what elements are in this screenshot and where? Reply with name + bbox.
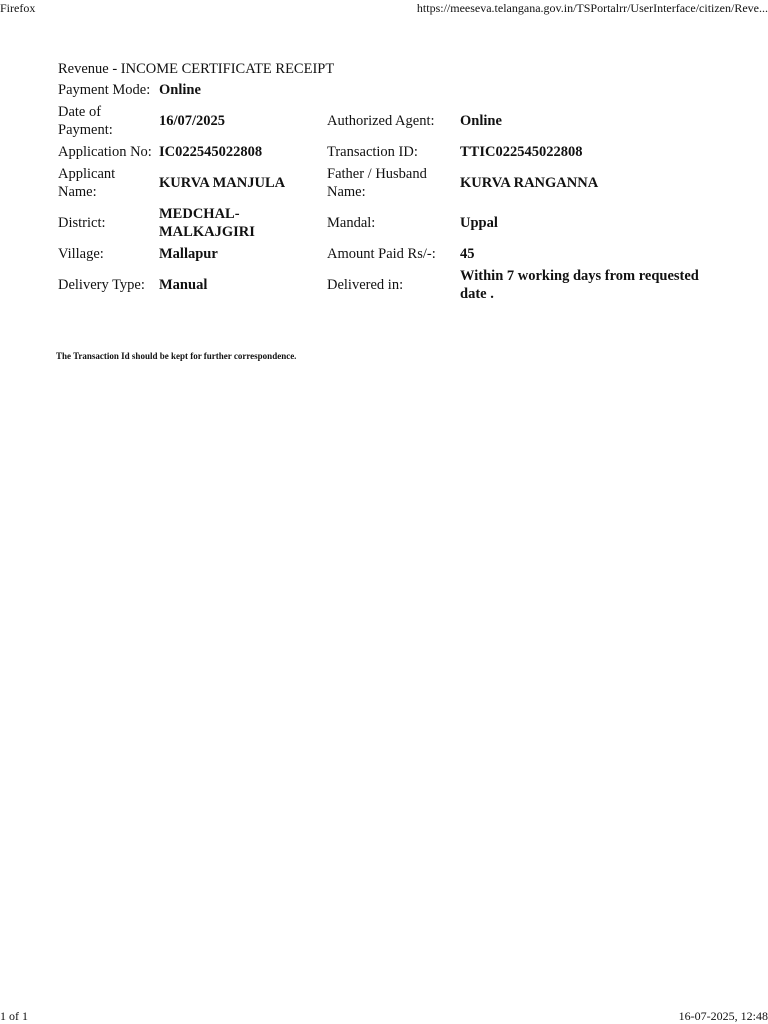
village-label: Village: [58, 246, 104, 262]
row-delivery-type [55, 265, 721, 305]
mandal-label: Mandal: [327, 215, 376, 231]
authorized-agent-label: Authorized Agent: [327, 113, 435, 129]
amount-paid-label: Amount Paid Rs/-: [327, 246, 436, 262]
village-value: Mallapur [159, 246, 218, 262]
father-husband-name-label: Father / Husband Name: [327, 166, 427, 200]
transaction-id-value: TTIC022545022808 [460, 144, 583, 160]
row-district [55, 203, 721, 243]
district-value: MEDCHAL-MALKAJGIRI [159, 206, 255, 240]
delivered-in-value: Within 7 working days from requested date . [460, 268, 699, 302]
empty-cell [324, 79, 457, 101]
district-label: District: [58, 215, 106, 231]
print-footer-page-count: 1 of 1 [0, 1009, 28, 1023]
father-husband-name-value: KURVA RANGANNA [460, 175, 599, 191]
row-date-of-payment [55, 101, 721, 141]
application-no-label: Application No: [58, 144, 152, 160]
amount-paid-value: 45 [460, 246, 475, 262]
delivered-in-label: Delivered in: [327, 277, 404, 293]
date-of-payment-label: Date of Payment: [58, 104, 113, 138]
delivery-type-label: Delivery Type: [58, 277, 145, 293]
empty-cell [457, 79, 721, 101]
payment-mode-value: Online [159, 82, 201, 98]
transaction-id-label: Transaction ID: [327, 144, 418, 160]
authorized-agent-value: Online [460, 113, 502, 129]
print-header-app-name: Firefox [0, 1, 36, 15]
mandal-value: Uppal [460, 215, 498, 231]
print-header-url: https://meeseva.telangana.gov.in/TSPortalrr/UserInterface/citizen/Reve... [416, 1, 768, 15]
row-applicant-name [55, 163, 721, 203]
transaction-id-note: The Transaction Id should be kept for further correspondence. [56, 351, 297, 361]
row-payment-mode [55, 79, 721, 101]
print-footer-datetime: 16-07-2025, 12:48 [678, 1009, 768, 1023]
delivery-type-value: Manual [159, 277, 208, 293]
receipt-details-table [55, 79, 721, 305]
payment-mode-label: Payment Mode: [58, 82, 151, 98]
application-no-value: IC022545022808 [159, 144, 263, 160]
applicant-name-label: Applicant Name: [58, 166, 116, 200]
applicant-name-value: KURVA MANJULA [159, 175, 286, 191]
row-village [55, 243, 721, 265]
row-application-no [55, 141, 721, 163]
receipt-title: Revenue - INCOME CERTIFICATE RECEIPT [58, 61, 335, 77]
date-of-payment-value: 16/07/2025 [159, 113, 226, 129]
